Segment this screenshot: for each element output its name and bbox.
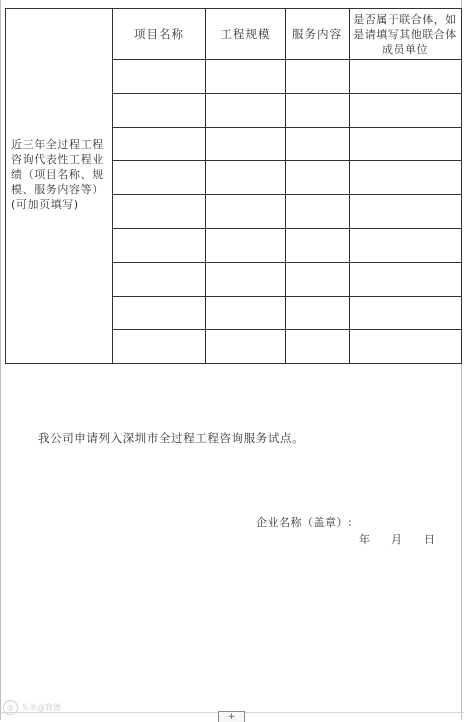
row-divider [112,329,462,330]
watermark-text: 头条@我德 [21,703,61,712]
table-bottom-border [5,363,462,364]
row-divider [112,127,462,128]
table-left-border [5,8,6,364]
column-divider [205,8,206,364]
header-service-content: 服务内容 [292,27,342,41]
column-divider [285,8,286,364]
row-divider [112,160,462,161]
page-edge-left [0,0,1,720]
date-day: 日 [424,533,435,546]
row-divider [112,296,462,297]
header-consortium: 是否属于联合体，如是请填写其他联合体成员单位 [353,12,457,56]
header-project-name: 项目名称 [134,27,184,41]
row-divider [112,262,462,263]
date-year: 年 [359,533,370,546]
row-divider [112,194,462,195]
table-right-border [461,8,462,364]
row-label-performance: 近三年全过程工程咨询代表性工程业绩（项目名称、规模、服务内容等）(可加页填写) [11,138,104,211]
column-divider [349,8,350,364]
declaration-text: 我公司申请列入深圳市全过程工程咨询服务试点。 [38,431,305,445]
row-divider [112,93,462,94]
row-divider [112,228,462,229]
date-month: 月 [391,533,402,546]
company-name-label: 企业名称（盖章）: [256,516,353,529]
column-divider [112,8,113,364]
add-page-tab[interactable]: + [218,711,245,722]
watermark-logo-icon: ◎ [3,700,18,715]
header-project-scale: 工程规模 [220,27,271,41]
